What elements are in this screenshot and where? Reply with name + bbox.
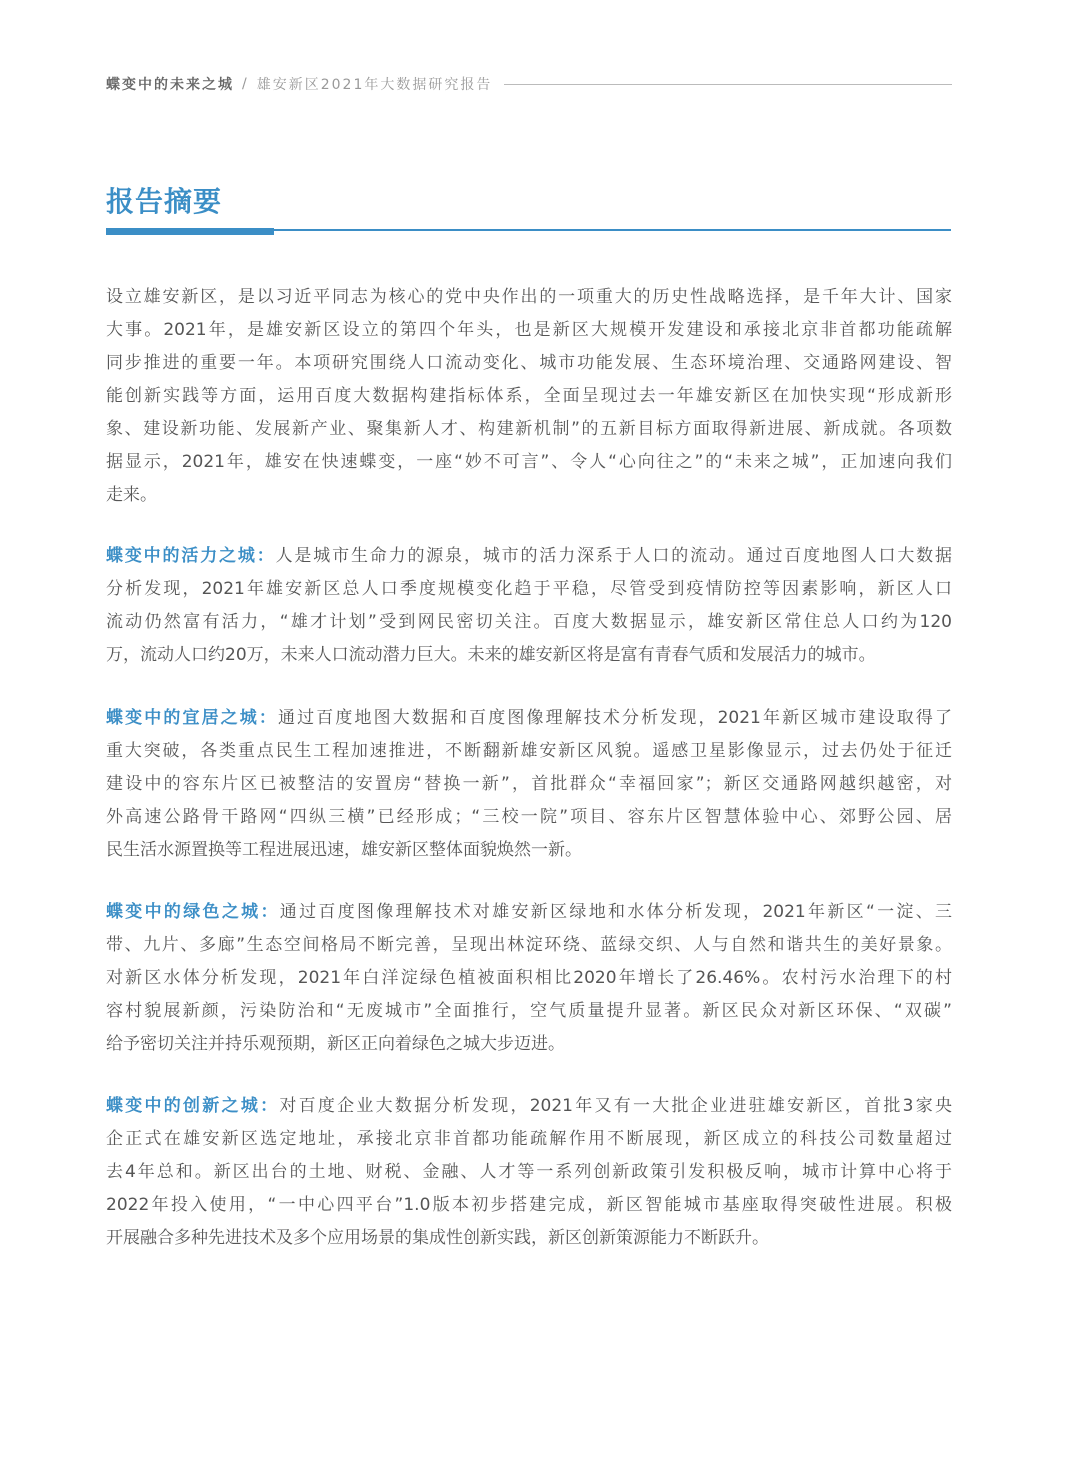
paragraph-text: 分析发现，2021年雄安新区总人口季度规模变化趋于平稳，尽管受到疫情防控等因素影响，新区人口 — [106, 579, 952, 599]
header-separator: / — [242, 76, 249, 92]
paragraph-line — [106, 801, 952, 834]
paragraph-line — [106, 929, 952, 962]
paragraph-line — [106, 573, 952, 606]
paragraph-lead: 蝶变中的绿色之城： — [106, 902, 280, 922]
paragraph-text: 能创新实践等方面，运用百度大数据构建指标体系，全面呈现过去一年雄安新区在加快实现“形成新形 — [106, 386, 952, 406]
paragraph-text: 给予密切关注并持乐观预期，新区正向着绿色之城大步迈进。 — [106, 1034, 565, 1054]
paragraph-line — [106, 1189, 952, 1222]
summary-paragraph — [106, 1090, 952, 1255]
paragraph-line — [106, 702, 952, 735]
paragraph-line — [106, 347, 952, 380]
paragraph-text: 人是城市生命力的源泉，城市的活力深系于人口的流动。通过百度地图人口大数据 — [275, 546, 952, 566]
section-title: 报告摘要 — [106, 185, 223, 218]
paragraph-text: 带、九片、多廊”生态空间格局不断完善，呈现出林淀环绕、蓝绿交织、人与自然和谐共生的美好景象。 — [106, 935, 952, 955]
paragraph-text: 通过百度图像理解技术对雄安新区绿地和水体分析发现，2021年新区“一淀、三 — [279, 902, 952, 922]
summary-paragraph — [106, 540, 952, 672]
paragraph-text: 重大突破，各类重点民生工程加速推进，不断翻新雄安新区风貌。遥感卫星影像显示，过去仍处于征迁 — [106, 741, 952, 761]
paragraph-text: 2022年投入使用，“一中心四平台”1.0版本初步搭建完成，新区智能城市基座取得突破性进展。积极 — [106, 1195, 952, 1215]
series-title: 蝶变中的未来之城 — [106, 77, 234, 93]
paragraph-line — [106, 1156, 952, 1189]
paragraph-lead: 蝶变中的宜居之城： — [106, 708, 279, 728]
paragraph-line — [106, 962, 952, 995]
paragraph-line — [106, 413, 952, 446]
paragraph-text: 开展融合多种先进技术及多个应用场景的集成性创新实践，新区创新策源能力不断跃升。 — [106, 1228, 769, 1248]
paragraph-text: 对新区水体分析发现，2021年白洋淀绿色植被面积相比2020年增长了26.46%。农村污水治理下的村 — [106, 968, 952, 988]
paragraph-line — [106, 606, 952, 639]
running-header — [106, 74, 952, 94]
paragraph-text: 去4年总和。新区出台的土地、财税、金融、人才等一系列创新政策引发积极反响，城市计算中心将于 — [106, 1162, 952, 1182]
summary-paragraph — [106, 896, 952, 1061]
paragraph-line — [106, 479, 952, 512]
paragraph-lead: 蝶变中的创新之城： — [106, 1096, 280, 1116]
paragraph-text: 建设中的容东片区已被整洁的安置房“替换一新”，首批群众“幸福回家”；新区交通路网越织越密，对 — [106, 774, 952, 794]
paragraph-text: 同步推进的重要一年。本项研究围绕人口流动变化、城市功能发展、生态环境治理、交通路网建设、智 — [106, 353, 952, 373]
paragraph-text: 企正式在雄安新区选定地址，承接北京非首都功能疏解作用不断展现，新区成立的科技公司数量超过 — [106, 1129, 952, 1149]
paragraph-text: 外高速公路骨干路网“四纵三横”已经形成；“三校一院”项目、容东片区智慧体验中心、郊野公园、居 — [106, 807, 952, 827]
paragraph-line — [106, 380, 952, 413]
paragraph-line — [106, 1123, 952, 1156]
title-underline-accent — [106, 228, 274, 235]
paragraph-line — [106, 834, 952, 867]
paragraph-line — [106, 446, 952, 479]
paragraph-text: 流动仍然富有活力，“雄才计划”受到网民密切关注。百度大数据显示，雄安新区常住总人口约为120 — [106, 612, 952, 632]
paragraph-text: 象、建设新功能、发展新产业、聚集新人才、构建新机制”的五新目标方面取得新进展、新成就。各项数 — [106, 419, 952, 439]
paragraph-text: 据显示，2021年，雄安在快速蝶变，一座“妙不可言”、令人“心向往之”的“未来之城”，正加速向我们 — [106, 452, 952, 472]
paragraph-line — [106, 639, 952, 672]
paragraph-text: 大事。2021年，是雄安新区设立的第四个年头，也是新区大规模开发建设和承接北京非首都功能疏解 — [106, 320, 952, 340]
report-title: 雄安新区2021年大数据研究报告 — [256, 77, 493, 93]
paragraph-line — [106, 896, 952, 929]
summary-paragraph — [106, 281, 952, 512]
paragraph-lead: 蝶变中的活力之城： — [106, 546, 276, 566]
paragraph-line — [106, 768, 952, 801]
paragraph-line — [106, 281, 952, 314]
paragraph-line — [106, 1090, 952, 1123]
paragraph-text: 通过百度地图大数据和百度图像理解技术分析发现，2021年新区城市建设取得了 — [278, 708, 952, 728]
paragraph-text: 民生活水源置换等工程进展迅速，雄安新区整体面貌焕然一新。 — [106, 840, 582, 860]
paragraph-line — [106, 540, 952, 573]
paragraph-text: 对百度企业大数据分析发现，2021年又有一大批企业进驻雄安新区，首批3家央 — [279, 1096, 952, 1116]
paragraph-text: 容村貌展新颜，污染防治和“无废城市”全面推行，空气质量提升显著。新区民众对新区环保、“双碳” — [106, 1001, 952, 1021]
paragraph-line — [106, 995, 952, 1028]
paragraph-line — [106, 1028, 952, 1061]
paragraph-text: 设立雄安新区，是以习近平同志为核心的党中央作出的一项重大的历史性战略选择，是千年大计、国家 — [106, 287, 952, 307]
header-rule — [504, 84, 952, 85]
summary-paragraph — [106, 702, 952, 867]
paragraph-line — [106, 735, 952, 768]
paragraph-text: 走来。 — [106, 485, 157, 505]
paragraph-line — [106, 314, 952, 347]
paragraph-line — [106, 1222, 952, 1255]
paragraph-text: 万，流动人口约20万，未来人口流动潜力巨大。未来的雄安新区将是富有青春气质和发展活力的城市。 — [106, 645, 876, 665]
